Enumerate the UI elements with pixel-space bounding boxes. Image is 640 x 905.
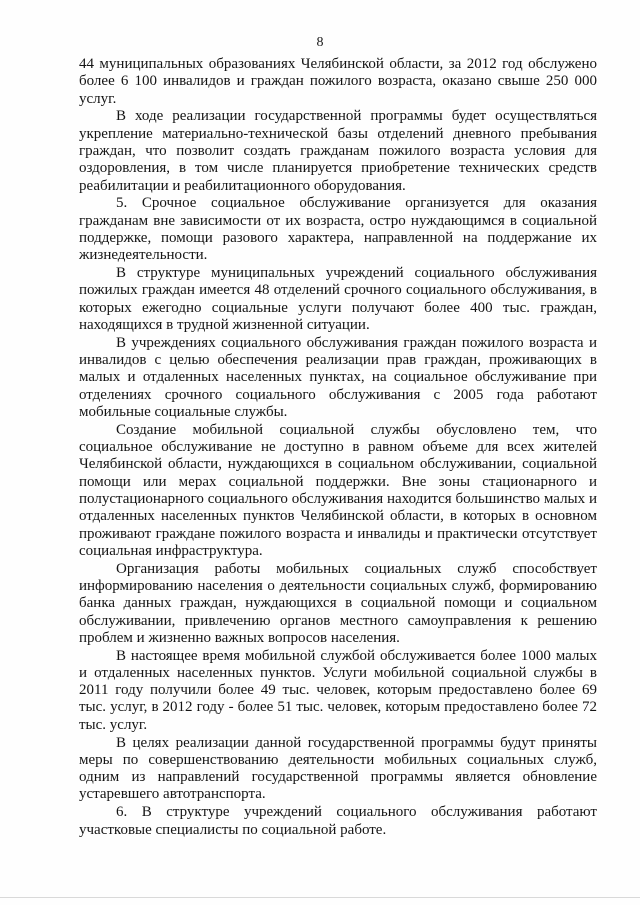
paragraph-8: В настоящее время мобильной службой обслуживается более 1000 малых и отдаленных населенных пунктов. Услуги мобильной социальной службы в 2011 году получили более 49 тыс. человек, которым предоставлено более 69 тыс. услуг, в 2012 году - более 51 тыс. человек, которым предоставлено более 72 тыс. услуг. xyxy=(79,647,597,733)
page-number: 8 xyxy=(316,35,324,50)
scan-edge-divider xyxy=(0,897,640,898)
paragraph-2: В ходе реализации государственной программы будет осуществляться укрепление материально-технической базы отделений дневного пребывания граждан, что позволит создать гражданам пожилого возраста условия для оздоровления, в том числе планируется приобретение технических средств реабилитации и реабилитационного оборудования. xyxy=(79,108,597,194)
paragraph-1: 44 муниципальных образованиях Челябинской области, за 2012 год обслужено более 6 100 инвалидов и граждан пожилого возраста, оказано свыше 250 000 услуг. xyxy=(79,56,597,107)
document-body xyxy=(79,56,597,839)
paragraph-7: Организация работы мобильных социальных служб способствует информированию населения о деятельности социальных служб, формированию банка данных граждан, нуждающихся в социальной помощи и социальном обслуживании, привлечению органов местного самоуправления к решению проблем и жизненно важных вопросов населения. xyxy=(79,560,597,646)
paragraph-5: В учреждениях социального обслуживания граждан пожилого возраста и инвалидов с целью обеспечения реализации прав граждан, проживающих в малых и отдаленных населенных пунктах, на социальное обслуживание при отделениях срочного социального обслуживания с 2005 года работают мобильные социальные службы. xyxy=(79,334,597,420)
paragraph-9: В целях реализации данной государственной программы будут приняты меры по совершенствованию деятельности мобильных социальных служб, одним из направлений государственной программы является обновление устаревшего автотранспорта. xyxy=(79,734,597,803)
paragraph-10: 6. В структуре учреждений социального обслуживания работают участковые специалисты по социальной работе. xyxy=(79,804,597,838)
paragraph-6: Создание мобильной социальной службы обусловлено тем, что социальное обслуживание не доступно в равном объеме для всех жителей Челябинской области, нуждающихся в социальном обслуживании, социальной помощи или мерах социальной поддержки. Вне зоны стационарного и полустационарного социального обслуживания находится большинство малых и отдаленных населенных пунктов Челябинской области, в которых в основном проживают граждане пожилого возраста и инвалиды и практически отсутствует социальная инфраструктура. xyxy=(79,421,597,559)
paragraph-3: 5. Срочное социальное обслуживание организуется для оказания гражданам вне зависимости от их возраста, остро нуждающимся в социальной поддержке, помощи разового характера, направленной на поддержание их жизнедеятельности. xyxy=(79,195,597,264)
paragraph-4: В структуре муниципальных учреждений социального обслуживания пожилых граждан имеется 48 отделений срочного социального обслуживания, в которых ежегодно социальные услуги получают более 400 тыс. граждан, находящихся в трудной жизненной ситуации. xyxy=(79,265,597,333)
